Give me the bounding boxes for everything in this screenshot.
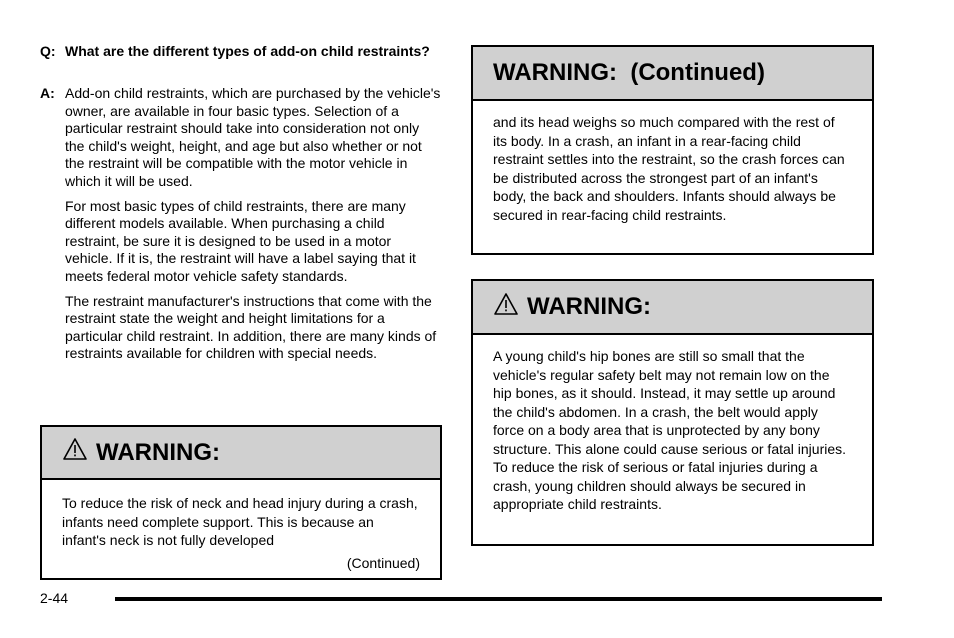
warning-body bbox=[473, 335, 872, 514]
page-number: 2-44 bbox=[40, 590, 69, 606]
question-block bbox=[40, 43, 442, 61]
warning-triangle-icon bbox=[493, 292, 519, 323]
footer-divider bbox=[115, 597, 882, 601]
question-label: Q: bbox=[40, 43, 56, 59]
warning-header bbox=[473, 47, 872, 101]
warning-text: A young child's hip bones are still so small that the vehicle's regular safety belt may not remain low on the hip bones, as it should. Instead, it may settle up around the child's abdomen. In a crash, the belt would apply force on a body area that is unprotected by any bony structure. This alone could cause serious or fatal injuries. To reduce the risk of serious or fatal injuries during a crash, young children should always be secured in appropriate child restraints. bbox=[493, 348, 847, 512]
warning-box-neck-injury bbox=[40, 425, 442, 580]
warning-text: and its head weighs so much compared with the rest of its body. In a crash, an infant in a rear-facing child restraint settles into the restraint, so the crash forces can be distributed across the strongest part of an infant's body, the back and shoulders. Infants should always be secured in rear-facing child restraints. bbox=[493, 114, 845, 223]
answer-paragraph: Add-on child restraints, which are purchased by the vehicle's owner, are available in four basic types. Selection of a particular restraint should take into consideration not only the child's weight, height, and age but also whether or not the restraint will be compatible with the motor vehicle in which it will be used. bbox=[65, 85, 441, 189]
warning-body bbox=[473, 101, 872, 224]
warning-box-hip-bones bbox=[471, 279, 874, 546]
warning-box-continued bbox=[471, 45, 874, 255]
warning-header bbox=[42, 427, 440, 480]
continued-label: (Continued) bbox=[346, 554, 420, 571]
warning-title: WARNING: bbox=[96, 438, 220, 466]
warning-title: WARNING: (Continued) bbox=[493, 59, 765, 86]
question-text: What are the different types of add-on child restraints? bbox=[65, 43, 430, 59]
answer-paragraph: The restraint manufacturer's instructions that come with the restraint state the weight and height limitations for a particular child restraint. In addition, there are many kinds of restraints available for children with special needs. bbox=[65, 292, 437, 362]
warning-text: To reduce the risk of neck and head injury during a crash, infants need complete support. This is because an infant's neck is not fully developed bbox=[62, 495, 418, 548]
warning-header bbox=[473, 281, 872, 335]
warning-triangle-icon bbox=[62, 437, 88, 468]
answer-block bbox=[40, 85, 442, 370]
warning-body bbox=[42, 480, 440, 572]
answer-label: A: bbox=[40, 85, 55, 101]
answer-paragraph: For most basic types of child restraints, there are many different models available. When purchasing a child restraint, be sure it is designed to be used in a motor vehicle. If it is, the restraint will have a label saying that it meets federal motor vehicle safety standards. bbox=[65, 197, 416, 284]
answer-text bbox=[65, 85, 442, 363]
warning-title: WARNING: bbox=[527, 293, 651, 320]
